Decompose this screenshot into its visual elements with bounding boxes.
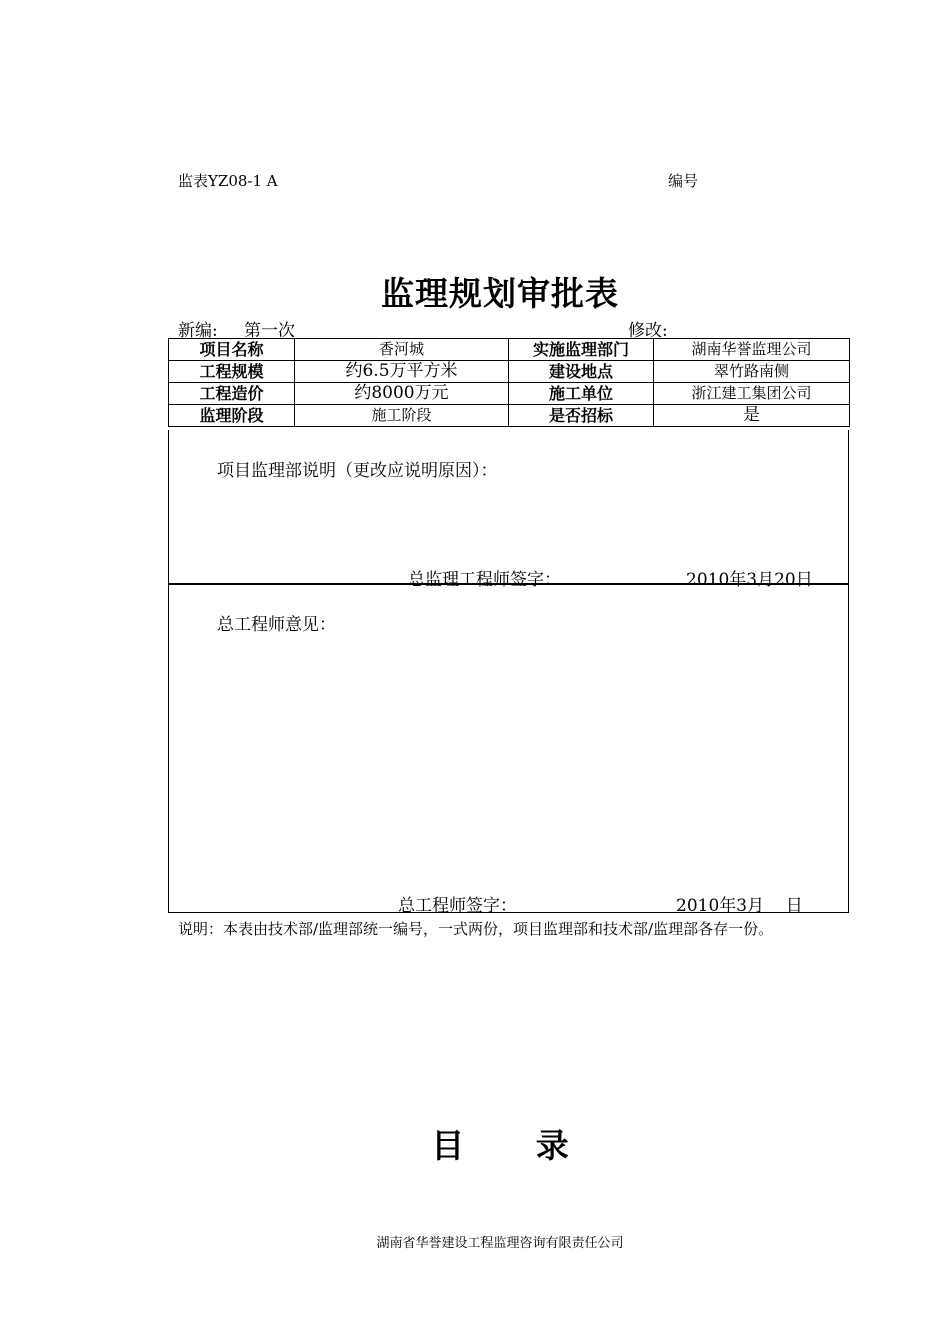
contractor-value: 浙江建工集团公司 [654,383,850,405]
project-name-value: 香河城 [295,339,509,361]
page-title: 监理规划审批表 [381,274,619,313]
tendering-value: 是 [654,405,850,427]
table-row [169,361,850,383]
supervision-stage-value: 施工阶段 [295,405,509,427]
serial-number-label: 编号 [668,172,699,190]
chief-engineer-signature-label: 总监理工程师签字： [408,570,561,590]
table-row [169,339,850,361]
company-footer: 湖南省华誉建设工程监理咨询有限责任公司 [376,1236,624,1251]
toc-title: 目 录 [431,1126,569,1165]
project-scale-label: 工程规模 [169,361,295,383]
tendering-label: 是否招标 [509,405,654,427]
dept-explanation-label: 项目监理部说明（更改应说明原因）： [217,461,498,481]
edition-label: 新编: [178,321,218,341]
engineer-signature-label: 总工程师签字： [398,896,517,916]
contractor-label: 施工单位 [509,383,654,405]
construction-site-label: 建设地点 [509,361,654,383]
project-cost-label: 工程造价 [169,383,295,405]
edition-value: 第一次 [244,321,295,341]
project-scale-value: 约6.5万平方米 [295,361,509,383]
footnote: 说明：本表由技术部/监理部统一编号，一式两份，项目监理部和技术部/监理部各存一份。 [178,920,774,938]
project-cost-value: 约8000万元 [295,383,509,405]
project-info-table [168,338,850,427]
supervision-dept-value: 湖南华誉监理公司 [654,339,850,361]
project-name-label: 项目名称 [169,339,295,361]
table-row [169,405,850,427]
engineer-opinion-label: 总工程师意见： [217,615,336,635]
chief-engineer-sign-date: 2010年3月20日 [686,570,813,590]
revision-label: 修改: [628,321,668,341]
engineer-sign-date: 2010年3月 日 [676,896,803,916]
supervision-dept-label: 实施监理部门 [509,339,654,361]
dept-explanation-box [168,430,849,584]
construction-site-value: 翠竹路南侧 [654,361,850,383]
form-code: 监表YZ08-1 A [178,172,278,190]
supervision-stage-label: 监理阶段 [169,405,295,427]
table-row [169,383,850,405]
